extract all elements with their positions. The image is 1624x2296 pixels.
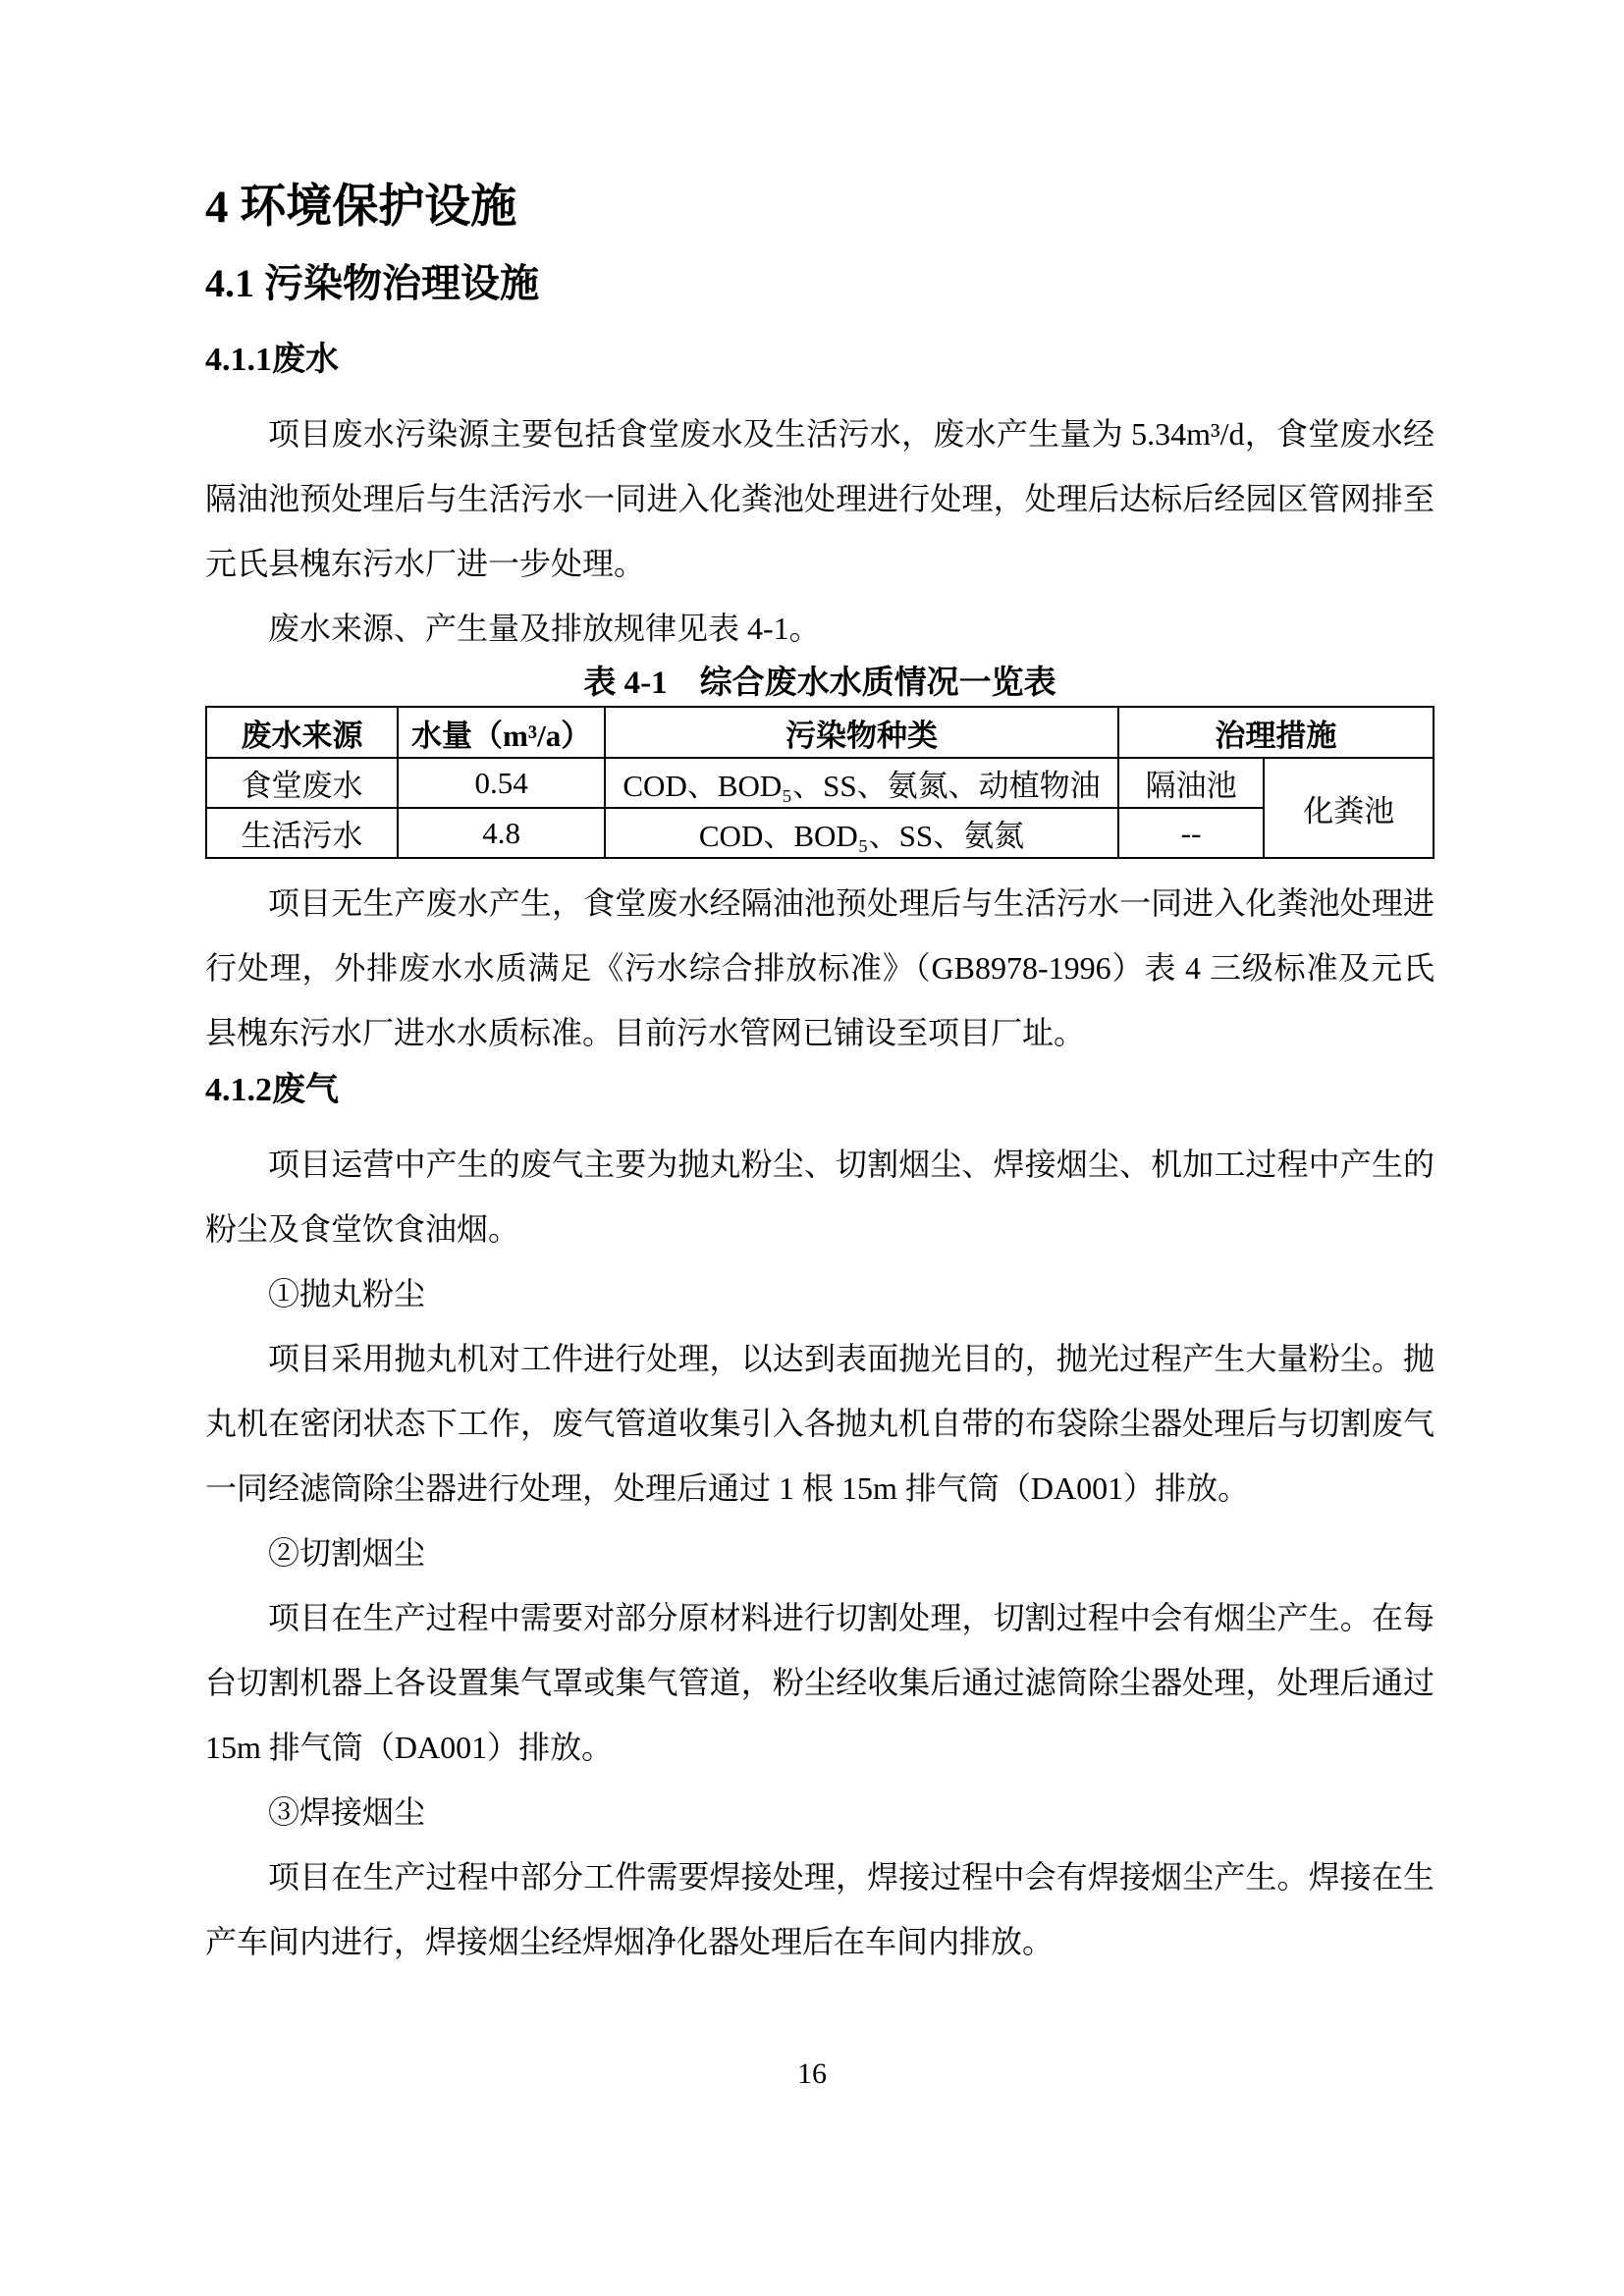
table-caption: 表 4-1 综合废水水质情况一览表 <box>583 666 1056 701</box>
cell-source-domestic: 生活污水 <box>206 808 398 858</box>
table-row <box>206 808 1434 858</box>
paragraph-no-production-wastewater: 项目无生产废水产生，食堂废水经隔油池预处理后与生活污水一同进入化粪池处理进行处理，外排废水水质满足《污水综合排放标准》（GB8978-1996）表 4 三级标准及元氏县槐东污水厂进水水质标准。目前污水管网已铺设至项目厂址。 <box>205 885 1435 1050</box>
table-header-row <box>206 707 1434 758</box>
cell-measure-shared: 化粪池 <box>1264 758 1434 858</box>
header-source: 废水来源 <box>206 707 398 758</box>
document-content <box>205 180 1435 1974</box>
item-shot-blasting-dust: ①抛丸粉尘 <box>268 1276 426 1311</box>
cell-pollutants-domestic: COD、BOD₅、SS、氨氮 <box>605 808 1118 858</box>
cell-source-canteen: 食堂废水 <box>206 758 398 808</box>
item-cutting-fume: ②切割烟尘 <box>268 1535 426 1571</box>
cell-amount-domestic: 4.8 <box>398 808 605 858</box>
cell-measure-canteen: 隔油池 <box>1118 758 1265 808</box>
item-welding-fume: ③焊接烟尘 <box>268 1794 426 1830</box>
subsection-heading-wastewater: 4.1.1废水 <box>205 342 339 378</box>
paragraph-cutting-detail: 项目在生产过程中需要对部分原材料进行切割处理，切割过程中会有烟尘产生。在每台切割机器上各设置集气罩或集气管道，粉尘经收集后通过滤筒除尘器处理，处理后通过 15m 排气筒（DA001）排放。 <box>205 1600 1435 1765</box>
paragraph-gas-overview: 项目运营中产生的废气主要为抛丸粉尘、切割烟尘、焊接烟尘、机加工过程中产生的粉尘及食堂饮食油烟。 <box>205 1147 1435 1247</box>
table-row <box>206 758 1434 808</box>
chapter-heading: 4 环境保护设施 <box>205 182 517 233</box>
section-heading: 4.1 污染物治理设施 <box>205 261 539 305</box>
paragraph-welding-detail: 项目在生产过程中部分工件需要焊接处理，焊接过程中会有焊接烟尘产生。焊接在生产车间内进行，焊接烟尘经焊烟净化器处理后在车间内排放。 <box>205 1859 1435 1959</box>
header-pollutants: 污染物种类 <box>605 707 1118 758</box>
paragraph-shot-blasting-detail: 项目采用抛丸机对工件进行处理，以达到表面抛光目的，抛光过程产生大量粉尘。抛丸机在密闭状态下工作，废气管道收集引入各抛丸机自带的布袋除尘器处理后与切割废气一同经滤筒除尘器进行处理，处理后通过 1 根 15m 排气筒（DA001）排放。 <box>205 1341 1435 1506</box>
page-number: 16 <box>797 2057 827 2090</box>
header-treatment: 治理措施 <box>1118 707 1434 758</box>
header-amount: 水量（m³/a） <box>398 707 605 758</box>
paragraph-wastewater-sources: 项目废水污染源主要包括食堂废水及生活污水，废水产生量为 5.34m³/d，食堂废水经隔油池预处理后与生活污水一同进入化粪池处理进行处理，处理后达标后经园区管网排至元氏县槐东污水厂进一步处理。 <box>205 416 1435 581</box>
cell-pollutants-canteen: COD、BOD₅、SS、氨氮、动植物油 <box>605 758 1118 808</box>
wastewater-quality-table <box>205 706 1435 859</box>
cell-amount-canteen: 0.54 <box>398 758 605 808</box>
cell-measure-domestic: -- <box>1118 808 1265 858</box>
paragraph-table-reference: 废水来源、产生量及排放规律见表 4-1。 <box>268 611 821 646</box>
subsection-heading-gas: 4.1.2废气 <box>205 1072 339 1108</box>
